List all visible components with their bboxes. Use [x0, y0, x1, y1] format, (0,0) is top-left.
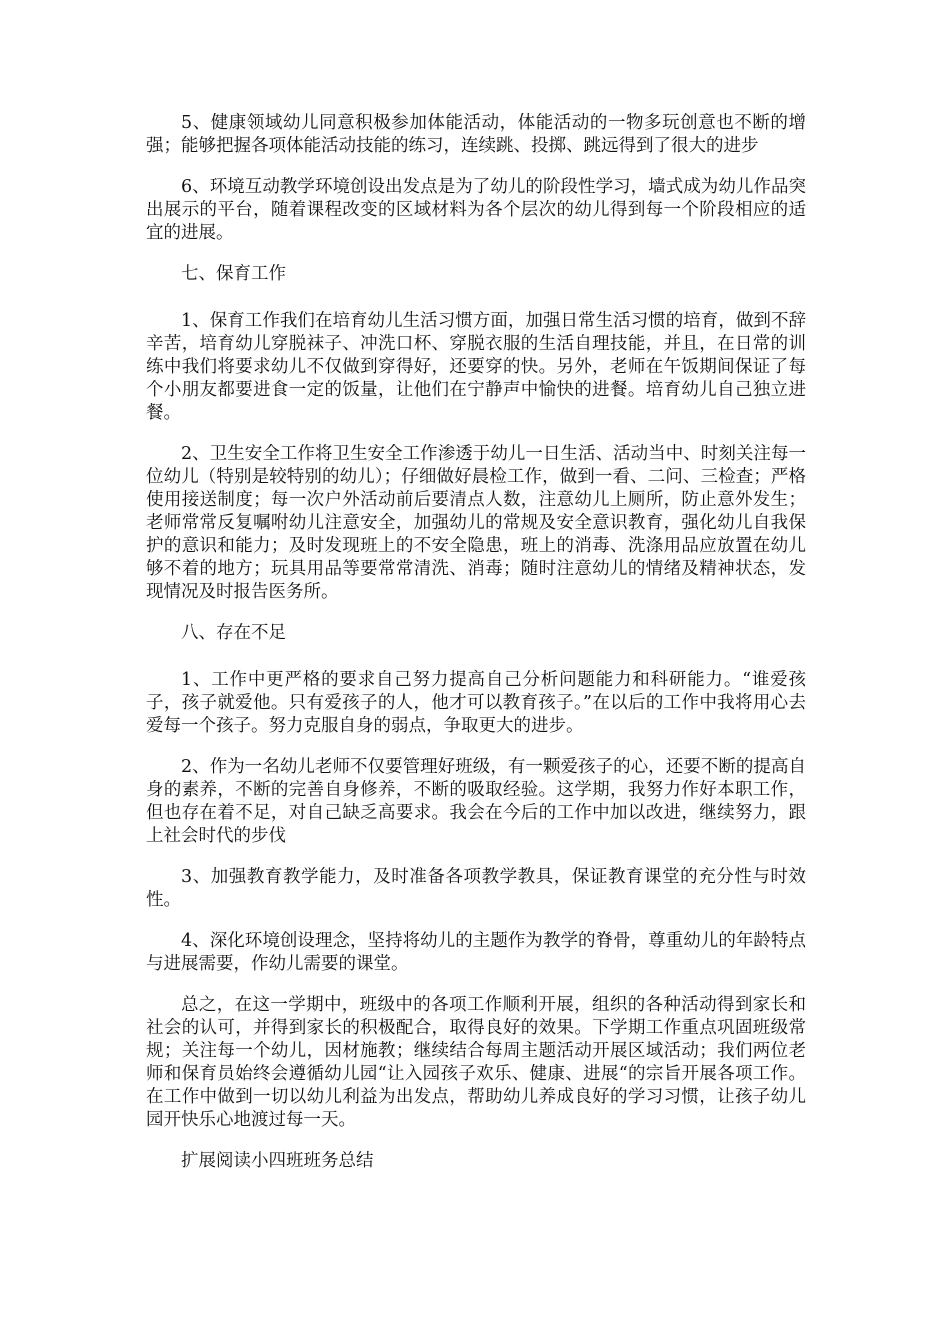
paragraph-shortcoming-2: 2、作为一名幼儿老师不仅要管理好班级，有一颗爱孩子的心，还要不断的提高自身的素养，不断的完善自身修养，不断的吸取经验。这学期，我努力作好本职工作，但也存在着不足，对自己缺乏高要求。我会在今后的工作中加以改进，继续努力，跟上社会时代的步伐 — [146, 757, 806, 846]
paragraph-health-domain: 5、健康领域幼儿同意积极参加体能活动，体能活动的一物多玩创意也不断的增强；能够把握各项体能活动技能的练习，连续跳、投掷、跳远得到了很大的进步 — [146, 113, 806, 156]
document-body — [146, 112, 806, 1197]
section-heading-shortcomings: 八、存在不足 — [181, 623, 286, 643]
paragraph-shortcoming-4: 4、深化环境创设理念，坚持将幼儿的主题作为教学的脊骨，尊重幼儿的年龄特点与进展需要，作幼儿需要的课堂。 — [146, 931, 806, 974]
paragraph-environment: 6、环境互动教学环境创设出发点是为了幼儿的阶段性学习，墙式成为幼儿作品突出展示的平台，随着课程改变的区域材料为各个层次的幼儿得到每一个阶段相应的适宜的进展。 — [146, 177, 806, 243]
paragraph-care-habits: 1、保育工作我们在培育幼儿生活习惯方面，加强日常生活习惯的培育，做到不辞辛苦，培育幼儿穿脱袜子、冲洗口杯、穿脱衣服的生活自理技能，并且，在日常的训练中我们将要求幼儿不仅做到穿得好，还要穿的快。另外，老师在午饭期间保证了每个小朋友都要进食一定的饭量，让他们在宁静声中愉快的进餐。培育幼儿自己独立进餐。 — [146, 311, 806, 423]
section-heading-care-work: 七、保育工作 — [181, 264, 286, 284]
paragraph-safety: 2、卫生安全工作将卫生安全工作渗透于幼儿一日生活、活动当中、时刻关注每一位幼儿（特别是较特别的幼儿）；仔细做好晨检工作，做到一看、二问、三检查；严格使用接送制度；每一次户外活动前后要清点人数，注意幼儿上厕所，防止意外发生；老师常常反复嘱咐幼儿注意安全，加强幼儿的常规及安全意识教育，强化幼儿自我保护的意识和能力；及时发现班上的不安全隐患，班上的消毒、洗涤用品应放置在幼儿够不着的地方；玩具用品等要常常清洗、消毒；随时注意幼儿的情绪及精神状态，发现情况及时报告医务所。 — [146, 444, 806, 602]
paragraph-shortcoming-3: 3、加强教育教学能力，及时准备各项教学教具，保证教育课堂的充分性与时效性。 — [146, 867, 806, 910]
paragraph-summary: 总之，在这一学期中，班级中的各项工作顺利开展，组织的各种活动得到家长和社会的认可，并得到家长的积极配合，取得良好的效果。下学期工作重点巩固班级常规；关注每一个幼儿，因材施教；继续结合每周主题活动开展区域活动；我们两位老师和保育员始终会遵循幼儿园“让入园孩子欢乐、健康、进展“的宗旨开展各项工作。在工作中做到一切以幼儿利益为出发点，帮助幼儿养成良好的学习习惯，让孩子幼儿园开快乐心地渡过每一天。 — [146, 995, 806, 1130]
paragraph-shortcoming-1: 1、工作中更严格的要求自己努力提高自己分析问题能力和科研能力。“谁爱孩子，孩子就爱他。只有爱孩子的人，他才可以教育孩子。”在以后的工作中我将用心去爱每一个孩子。努力克服自身的弱点，争取更大的进步。 — [146, 670, 806, 736]
extended-reading-title: 扩展阅读小四班班务总结 — [181, 1151, 374, 1171]
